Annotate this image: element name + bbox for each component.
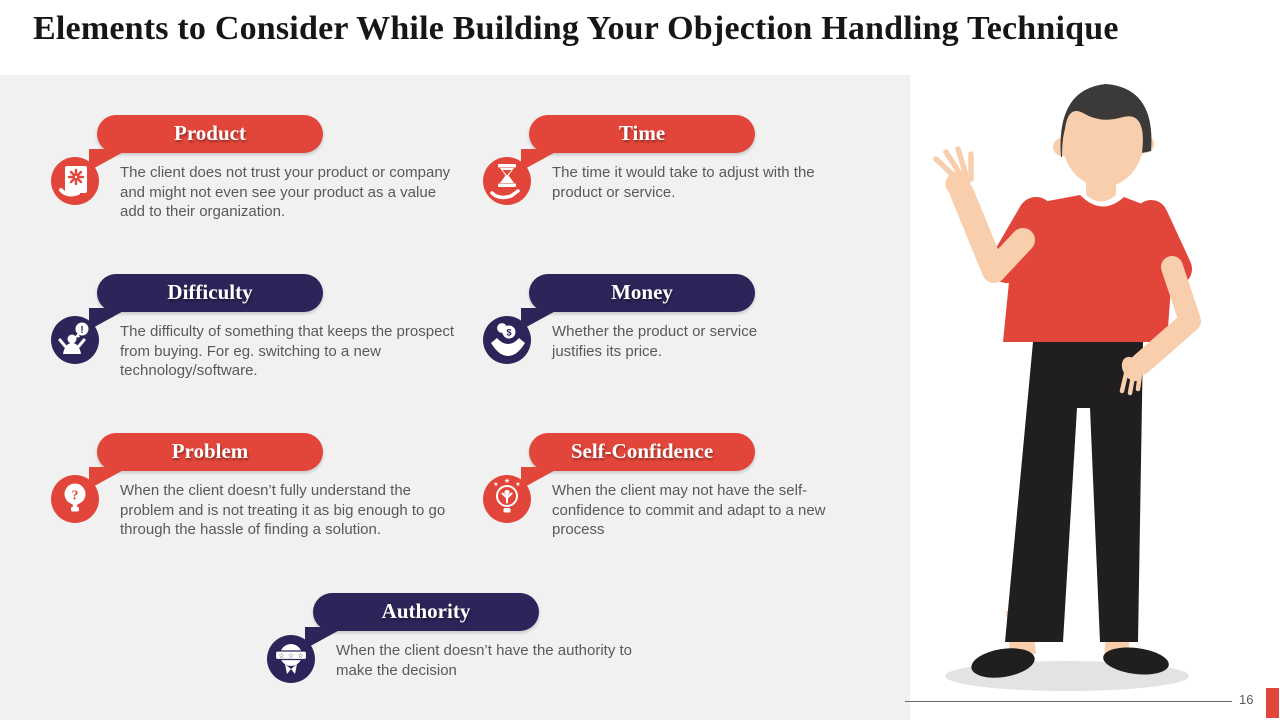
svg-text:?: ?	[71, 488, 79, 504]
objection-item-time	[483, 115, 963, 265]
item-description: Whether the product or service justifies its price.	[552, 323, 758, 360]
item-label: Time	[618, 121, 666, 145]
footer-accent-bar	[1266, 688, 1279, 718]
page-number: 16	[1239, 692, 1254, 707]
item-label: Problem	[171, 439, 249, 463]
item-description: The time it would take to adjust with the product or service.	[552, 164, 815, 201]
item-bubble-problem	[97, 433, 323, 471]
svg-text:$: $	[506, 327, 512, 338]
svg-text:★: ★	[503, 477, 511, 485]
item-label: Product	[174, 121, 246, 145]
item-label: Money	[611, 280, 673, 304]
item-description: The difficulty of something that keeps the prospect from buying. For eg. switching to a new technology/software.	[120, 323, 455, 379]
item-bubble-self-confidence	[529, 433, 755, 471]
item-description: When the client doesn’t fully understand the problem and is not treating it as big enough to go through the hassle of finding a solution.	[120, 482, 446, 538]
item-label: Authority	[381, 599, 471, 623]
svg-text:☆: ☆	[287, 651, 295, 660]
item-bubble-authority	[313, 593, 539, 631]
item-description: When the client may not have the self-confidence to commit and adapt to a new process	[552, 482, 826, 538]
svg-text:!: !	[80, 325, 84, 336]
svg-text:☆: ☆	[278, 651, 285, 660]
objection-item-difficulty	[51, 274, 531, 424]
page-title: Elements to Consider While Building Your Objection Handling Technique	[33, 10, 1119, 47]
objection-item-authority	[267, 593, 747, 720]
item-bubble-product	[97, 115, 323, 153]
item-description: When the client doesn’t have the authority to make the decision	[336, 642, 633, 679]
item-bubble-time	[529, 115, 755, 153]
objection-item-product	[51, 115, 531, 265]
svg-text:★: ★	[493, 481, 499, 488]
man-waving-illustration	[910, 75, 1280, 720]
objection-item-self-confidence	[483, 433, 963, 583]
objection-item-money	[483, 274, 963, 424]
item-label: Self-Confidence	[570, 439, 714, 463]
item-description: The client does not trust your product or company and might not even see your product as a value add to their organization.	[120, 164, 451, 220]
svg-text:★: ★	[515, 481, 521, 488]
objection-item-problem	[51, 433, 531, 583]
svg-text:☆: ☆	[297, 651, 304, 660]
item-bubble-money	[529, 274, 755, 312]
item-bubble-difficulty	[97, 274, 323, 312]
footer-divider	[905, 701, 1232, 702]
item-label: Difficulty	[167, 280, 253, 304]
